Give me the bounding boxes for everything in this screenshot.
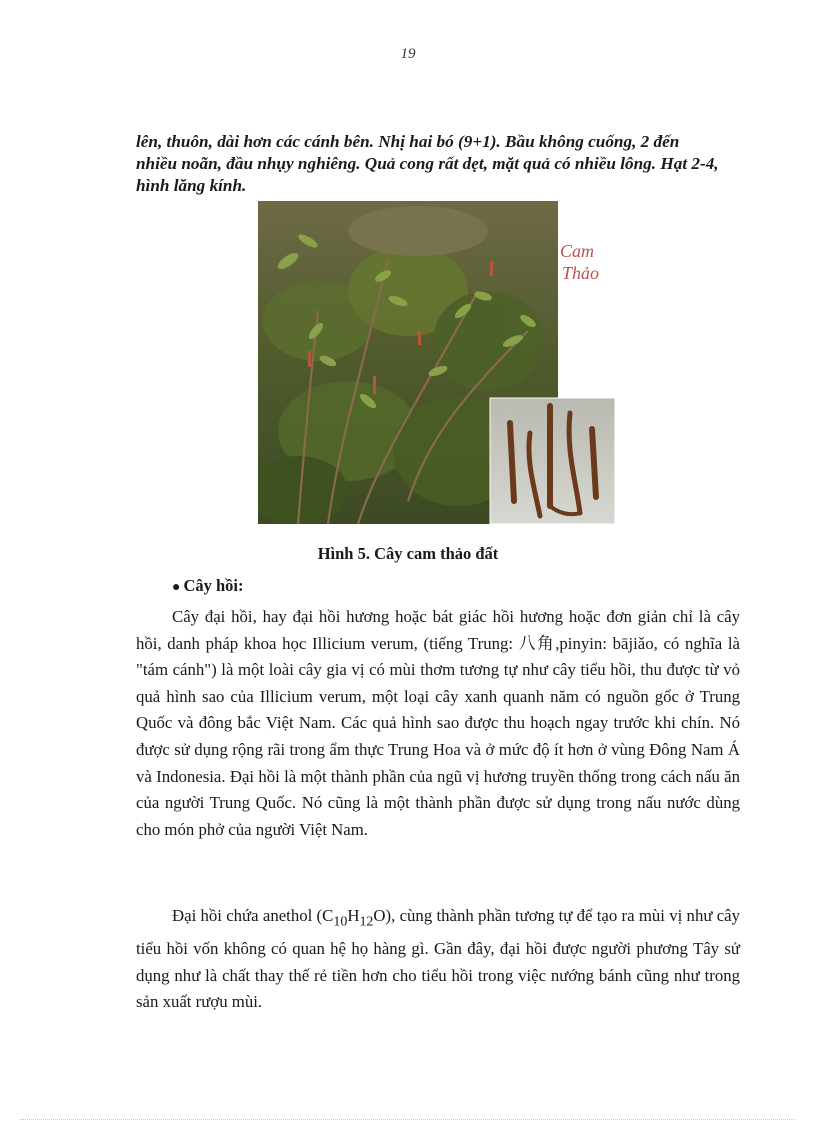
subscript-12: 12 <box>359 914 374 930</box>
section-heading <box>172 576 244 596</box>
paragraph-anethol-text-c: O), cùng thành phần tương tự để tạo ra mùi vị như cây tiểu hồi vốn không có quan hệ họ hàng gì. Gần đây, đại hồi được người phương Tây sử dụng như là chất thay thế rẻ tiền hơn cho tiểu hồi trong việc nướng bánh cũng như trong sản xuất rượu mùi. <box>136 906 740 1012</box>
figure-caption: Hình 5. Cây cam thảo đất <box>317 544 499 563</box>
paragraph-star-anise-description: Cây đại hồi, hay đại hồi hương hoặc bát giác hồi hương hoặc đơn giản chỉ là cây hồi, danh pháp khoa học Illicium verum, (tiếng Trung: 八角,pinyin: bājiǎo, có nghĩa là "tám cánh") là một loài cây gia vị có mùi thơm tương tự như cây tiểu hồi, thu được từ vỏ quả hình sao của Illicium verum, một loại cây xanh quanh năm có nguồn gốc ở Trung Quốc và đông bắc Việt Nam. Các quả hình sao được thu hoạch ngay trước khi chín. Nó được sử dụng rộng rãi trong ẩm thực Trung Hoa và ở mức độ ít hơn ở vùng Đông Nam Á và Indonesia. Đại hồi là một thành phần của ngũ vị hương truyền thống trong cách nấu ăn của người Trung Quốc. Nó cũng là một thành phần được sử dụng trong nấu nước dùng cho món phở của người Việt Nam. <box>136 607 740 839</box>
subscript-10: 10 <box>333 914 348 930</box>
footer-rule <box>20 1119 796 1120</box>
figure-label-line2: Thảo <box>562 263 600 283</box>
paragraph-anethol-text-a: Đại hồi chứa anethol (C <box>172 906 334 925</box>
page-number: 19 <box>400 46 416 62</box>
bullet-icon: ● <box>172 580 181 595</box>
licorice-plant-figure <box>258 201 615 524</box>
paragraph-anethol <box>136 903 740 1016</box>
paragraph-anethol-text-b: H <box>347 906 360 925</box>
licorice-plant-photo <box>258 201 615 524</box>
figure-label-line1: Cam <box>560 241 595 261</box>
intro-paragraph: lên, thuôn, dài hơn các cánh bên. Nhị hai bó (9+1). Bầu không cuống, 2 đến nhiều noãn, đầu nhụy nghiêng. Quả cong rất dẹt, mặt quả có nhiều lông. Hạt 2-4, hình lăng kính. <box>136 132 719 195</box>
section-heading-text: Cây hồi: <box>183 576 244 595</box>
